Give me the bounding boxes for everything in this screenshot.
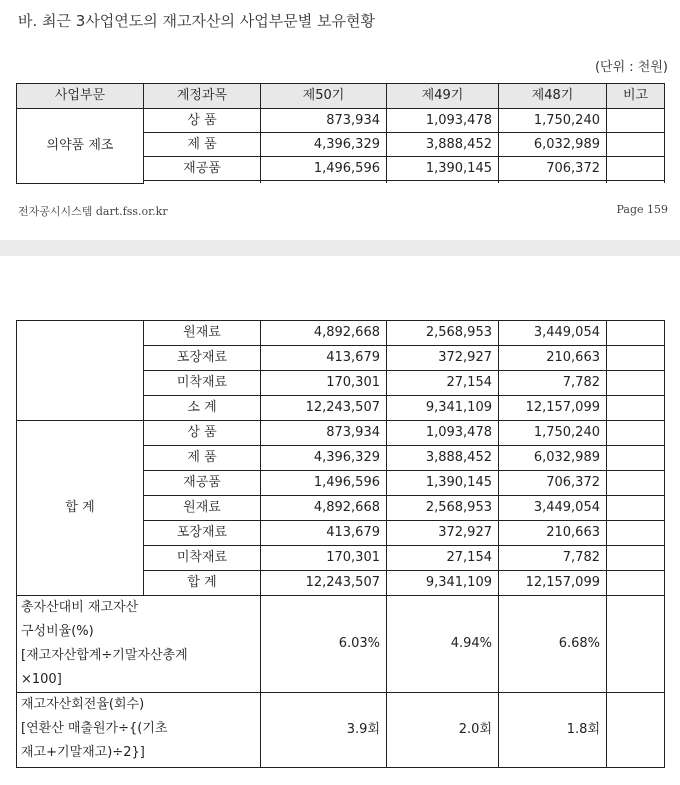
account-cell: 재공품	[144, 157, 261, 181]
header-48: 제48기	[499, 84, 607, 109]
unit-label: (단위 : 천원)	[594, 60, 668, 75]
account-cell: 원재료	[144, 321, 261, 346]
value-cell: 706,372	[499, 471, 607, 496]
header-50: 제50기	[261, 84, 387, 109]
header-49: 제49기	[387, 84, 499, 109]
account-cell: 원재료	[144, 496, 261, 521]
value-cell: 3,888,452	[387, 133, 499, 157]
note-cell	[607, 371, 665, 396]
value-cell: 1,390,145	[387, 471, 499, 496]
turnover-label-line: 재고자산회전율(회수)	[21, 697, 145, 712]
ratio-label-line: [재고자산합계÷기말자산총계	[21, 648, 188, 663]
page-top	[0, 0, 680, 240]
value-cell: 1,093,478	[387, 109, 499, 133]
table-row	[17, 321, 665, 346]
account-cell: 재공품	[144, 471, 261, 496]
value-cell: 873,934	[261, 421, 387, 446]
header-account: 계정과목	[144, 84, 261, 109]
note-cell	[607, 396, 665, 421]
value-cell: 1,496,596	[261, 471, 387, 496]
value-cell: 210,663	[499, 346, 607, 371]
table-row	[17, 109, 665, 133]
value-cell: 3,449,054	[499, 496, 607, 521]
value-cell: 27,154	[387, 546, 499, 571]
value-cell: 4,396,329	[261, 133, 387, 157]
note-cell	[607, 133, 665, 157]
value-cell: 413,679	[261, 521, 387, 546]
value-cell: 170,301	[261, 546, 387, 571]
ratio-label-line: 구성비율(%)	[21, 624, 94, 639]
turnover-value-48: 1.8회	[499, 693, 607, 768]
ratio-row	[17, 596, 665, 693]
value-cell: 170,301	[261, 371, 387, 396]
value-cell: 12,243,507	[261, 396, 387, 421]
footer-page: Page 159	[616, 203, 668, 216]
note-cell	[607, 496, 665, 521]
value-cell: 6,032,989	[499, 446, 607, 471]
note-cell	[607, 321, 665, 346]
ratio-value-49: 4.94%	[387, 596, 499, 693]
note-cell	[607, 596, 665, 693]
value-cell: 1,750,240	[499, 421, 607, 446]
value-cell: 4,892,668	[261, 321, 387, 346]
value-cell: 706,372	[499, 157, 607, 181]
value-cell: 413,679	[261, 346, 387, 371]
value-cell: 1,093,478	[387, 421, 499, 446]
account-cell: 제 품	[144, 133, 261, 157]
footer-source: 전자공시시스템 dart.fss.or.kr	[18, 205, 168, 218]
turnover-label	[17, 693, 261, 768]
value-cell: 6,032,989	[499, 133, 607, 157]
note-cell	[607, 521, 665, 546]
value-cell: 4,396,329	[261, 446, 387, 471]
account-cell: 미착재료	[144, 546, 261, 571]
value-cell: 9,341,109	[387, 396, 499, 421]
value-cell: 2,568,953	[387, 496, 499, 521]
value-cell: 1,496,596	[261, 157, 387, 181]
note-cell	[607, 693, 665, 768]
note-cell	[607, 157, 665, 181]
total-segment-name: 합 계	[17, 421, 144, 596]
value-cell: 7,782	[499, 546, 607, 571]
account-cell: 미착재료	[144, 371, 261, 396]
turnover-label-line: 재고+기말재고)÷2}]	[21, 745, 145, 760]
value-cell: 1,750,240	[499, 109, 607, 133]
turnover-value-50: 3.9회	[261, 693, 387, 768]
account-cell: 제 품	[144, 446, 261, 471]
value-cell: 372,927	[387, 521, 499, 546]
note-cell	[607, 471, 665, 496]
inventory-table-part1	[16, 83, 665, 184]
note-cell	[607, 571, 665, 596]
account-cell: 포장재료	[144, 346, 261, 371]
account-cell: 포장재료	[144, 521, 261, 546]
turnover-row	[17, 693, 665, 768]
value-cell: 4,892,668	[261, 496, 387, 521]
ratio-value-50: 6.03%	[261, 596, 387, 693]
segment-name: 의약품 제조	[17, 109, 144, 184]
note-cell	[607, 421, 665, 446]
account-cell: 합 계	[144, 571, 261, 596]
value-cell: 3,449,054	[499, 321, 607, 346]
header-note: 비고	[607, 84, 665, 109]
value-cell: 9,341,109	[387, 571, 499, 596]
ratio-label-line: 총자산대비 재고자산	[21, 600, 139, 615]
note-cell	[607, 346, 665, 371]
value-cell: 7,782	[499, 371, 607, 396]
value-cell: 873,934	[261, 109, 387, 133]
section-title: 바. 최근 3사업연도의 재고자산의 사업부문별 보유현황	[18, 12, 375, 30]
turnover-value-49: 2.0회	[387, 693, 499, 768]
value-cell: 27,154	[387, 371, 499, 396]
value-cell: 12,157,099	[499, 571, 607, 596]
value-cell: 210,663	[499, 521, 607, 546]
account-cell: 소 계	[144, 396, 261, 421]
ratio-value-48: 6.68%	[499, 596, 607, 693]
note-cell	[607, 446, 665, 471]
value-cell: 12,243,507	[261, 571, 387, 596]
header-segment: 사업부문	[17, 84, 144, 109]
value-cell: 1,390,145	[387, 157, 499, 181]
account-cell: 상 품	[144, 421, 261, 446]
ratio-label-line: ×100]	[21, 672, 62, 687]
note-cell	[607, 109, 665, 133]
value-cell: 372,927	[387, 346, 499, 371]
inventory-table-part2	[16, 320, 665, 768]
value-cell: 3,888,452	[387, 446, 499, 471]
ratio-label	[17, 596, 261, 693]
note-cell	[607, 546, 665, 571]
header-row	[17, 84, 665, 109]
turnover-label-line: [연환산 매출원가÷{(기초	[21, 721, 168, 736]
value-cell: 2,568,953	[387, 321, 499, 346]
table-row	[17, 421, 665, 446]
segment-cont-cell	[17, 321, 144, 421]
account-cell: 상 품	[144, 109, 261, 133]
value-cell: 12,157,099	[499, 396, 607, 421]
